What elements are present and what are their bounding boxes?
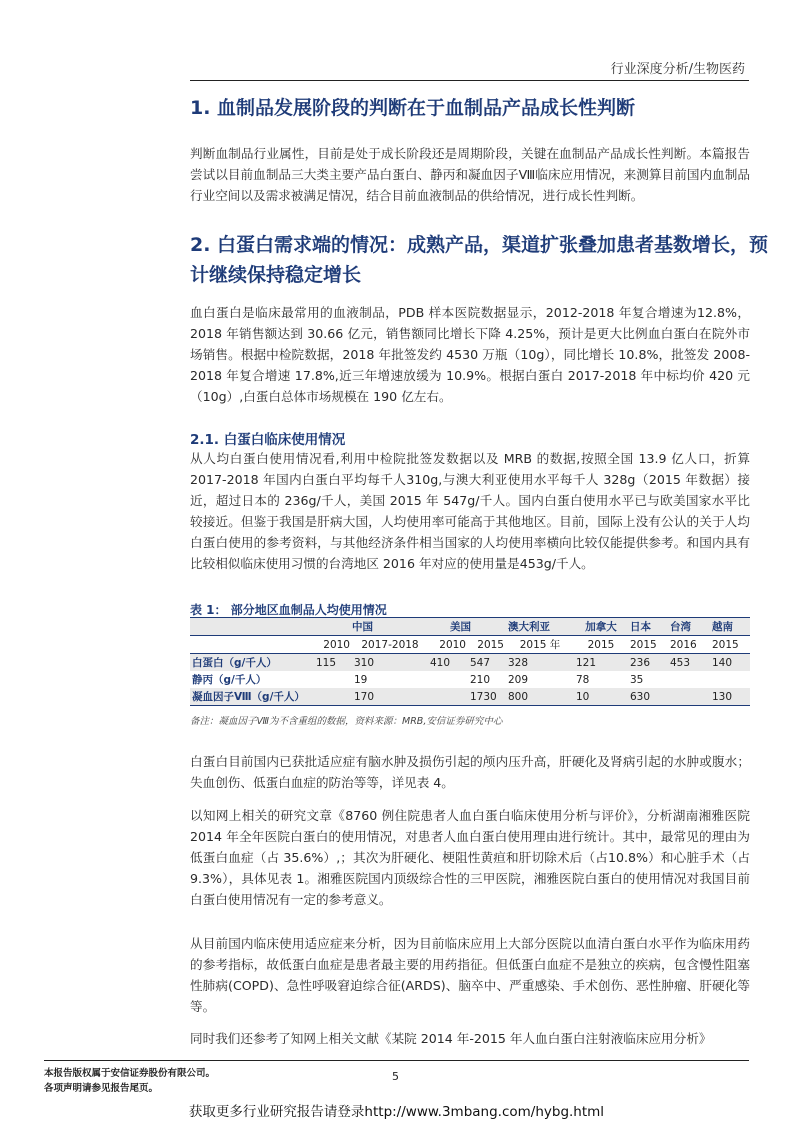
footer-divider [44,1060,749,1061]
table-cell: 236 [628,654,668,672]
footer-disclaimer-line2: 各项声明请参见报告尾页。 [44,1083,159,1094]
header-divider [190,80,749,81]
section-1-heading: 1. 血制品发展阶段的判断在于血制品产品成长性判断 [190,97,636,119]
table-cell [314,688,352,706]
row-label: 白蛋白（g/千人） [190,654,314,672]
table-cell [668,688,710,706]
year-cell: 2017-2018 [352,636,428,654]
table-1 [190,617,750,706]
table-cell: 130 [710,688,750,706]
table-row [190,654,750,672]
table-cell: 209 [508,673,529,686]
table-cell: 115 [314,654,352,672]
table-cell: 547 [468,654,506,672]
year-cell: 2015 [468,636,506,654]
usage-table [190,617,750,706]
page-number: 5 [392,1070,399,1083]
corner-cell [190,636,314,654]
table-cell: 78 [576,673,590,686]
year-cell: 2015 年 [506,636,574,654]
table-cell: 19 [354,673,368,686]
table-cell: 10 [574,688,628,706]
year-cell: 2015 [710,636,750,654]
table-1-title: 表 1： 部分地区血制品人均使用情况 [190,603,387,617]
table-cell: 328 [506,654,574,672]
table-row [190,671,750,688]
footer-disclaimer-line1: 本报告版权属于安信证券股份有限公司。 [44,1068,216,1079]
table-cell: 1730 [468,688,506,706]
table-cell: 453 [668,654,710,672]
footer-disclaimer [44,1066,215,1096]
table-cell [314,671,352,688]
row-label: 静丙（g/千人） [192,674,267,686]
table-cell: 310 [352,654,428,672]
country-cell: 越南 [710,618,750,636]
paragraph-clinical-analysis: 从目前国内临床使用适应症来分析，因为目前临床应用上大部分医院以血清白蛋白水平作为临床用药的参考指标，故低蛋白血症是患者最主要的用药指征。但低蛋白血症不是独立的疾病，包含慢性阻塞性肺病(COPD)、急性呼吸窘迫综合征(ARDS)、脑卒中、严重感染、手术创伤、恶性肿瘤、肝硬化等等。 [190,936,750,1014]
table-cell: 630 [628,688,668,706]
table-cell: 140 [710,654,750,672]
section-2-1-heading: 2.1. 白蛋白临床使用情况 [190,432,346,448]
country-cell: 加拿大 [574,618,628,636]
table-row [190,688,750,706]
paragraph-xiangya-study: 以知网上相关的研究文章《8760 例住院患者人血白蛋白临床使用分析与评价》，分析湖南湘雅医院 2014 年全年医院白蛋白的使用情况，对患者人血白蛋白使用理由进行统计。其中，最常见的理由为低蛋白血症（占 35.6%）,；其次为肝硬化、梗阻性黄疸和肝切除术后（占10.8%）和心脏手术（占 9.3%），具体见表 1。湘雅医院国内顶级综合性的三甲医院，湘雅医院白蛋白的使用情况对我国目前白蛋白使用情况有一定的参考意义。 [190,808,750,907]
year-cell: 2015 [574,636,628,654]
paragraph-indications: 白蛋白目前国内已获批适应症有脑水肿及损伤引起的颅内压升高，肝硬化及肾病引起的水肿或腹水；失血创伤、低蛋白血症的防治等等，详见表 4。 [190,754,750,790]
year-cell: 2016 [668,636,710,654]
table-cell: 410 [428,654,468,672]
table-cell [428,671,468,688]
section-2-heading-line1: 2. 白蛋白需求端的情况：成熟产品，渠道扩张叠加患者基数增长，预 [190,234,769,256]
section-2-heading-line2: 计继续保持稳定增长 [190,264,362,286]
table-cell: 210 [470,673,491,686]
corner-cell [190,618,314,636]
country-header-row [190,618,750,636]
paragraph-reference: 同时我们还参考了知网上相关文献《某院 2014 年-2015 年人血白蛋白注射液临床应用分析》 [190,1031,712,1046]
year-header-row [190,636,750,654]
year-cell: 2015 [628,636,668,654]
table-cell: 35 [630,673,644,686]
country-cell: 澳大利亚 [506,618,574,636]
country-cell: 美国 [428,618,506,636]
report-category: 行业深度分析/生物医药 [610,62,745,77]
table-1-note: 备注：凝血因子Ⅷ为不含重组的数据，资料来源：MRB,安信证券研究中心 [190,716,503,727]
country-cell: 台湾 [668,618,710,636]
table-cell [428,688,468,706]
country-cell: 日本 [628,618,668,636]
table-cell [710,671,750,688]
table-cell: 170 [352,688,428,706]
year-cell: 2010 [314,636,352,654]
section-1-paragraph: 判断血制品行业属性，目前是处于成长阶段还是周期阶段，关键在血制品产品成长性判断。本篇报告尝试以目前血制品三大类主要产品白蛋白、静丙和凝血因子Ⅷ临床应用情况，来测算目前国内血制品行业空间以及需求被满足情况，结合目前血液制品的供给情况，进行成长性判断。 [190,146,750,203]
table-cell: 121 [574,654,628,672]
table-cell: 800 [506,688,574,706]
year-cell: 2010 [428,636,468,654]
country-cell: 中国 [314,618,428,636]
promo-link[interactable]: 获取更多行业研究报告请登录http://www.3mbang.com/hybg.html [188,1104,605,1120]
section-2-paragraph: 血白蛋白是临床最常用的血液制品，PDB 样本医院数据显示，2012-2018 年复合增速为12.8%，2018 年销售额达到 30.66 亿元，销售额同比增长下降 4.25%，预计是更大比例血白蛋白在院外市场销售。根据中检院数据，2018 年批签发约 4530 万瓶（10g），同比增长 10.8%，批签发 2008-2018 年复合增速 17.8%,近三年增速放缓为 10.9%。根据白蛋白 2017-2018 年中标均价 420 元（10g）,白蛋白总体市场规模在 190 亿左右。 [190,305,750,404]
row-label: 凝血因子Ⅷ（g/千人） [190,688,314,706]
section-2-1-paragraph: 从人均白蛋白使用情况看,利用中检院批签发数据以及 MRB 的数据,按照全国 13.9 亿人口，折算 2017-2018 年国内白蛋白平均每千人310g,与澳大利亚使用水平每千人 328g（2015 年数据）接近，超过日本的 236g/千人，美国 2015 年 547g/千人。国内白蛋白使用水平已与欧美国家水平比较接近。但鉴于我国是肝病大国，人均使用率可能高于其他地区。目前，国际上没有公认的关于人均白蛋白使用的参考资料，与其他经济条件相当国家的人均使用率横向比较仅能提供参考。和国内具有比较相似临床使用习惯的台湾地区 2016 年对应的使用量是453g/千人。 [190,451,750,571]
table-cell [668,671,710,688]
section-2-heading [190,230,770,290]
